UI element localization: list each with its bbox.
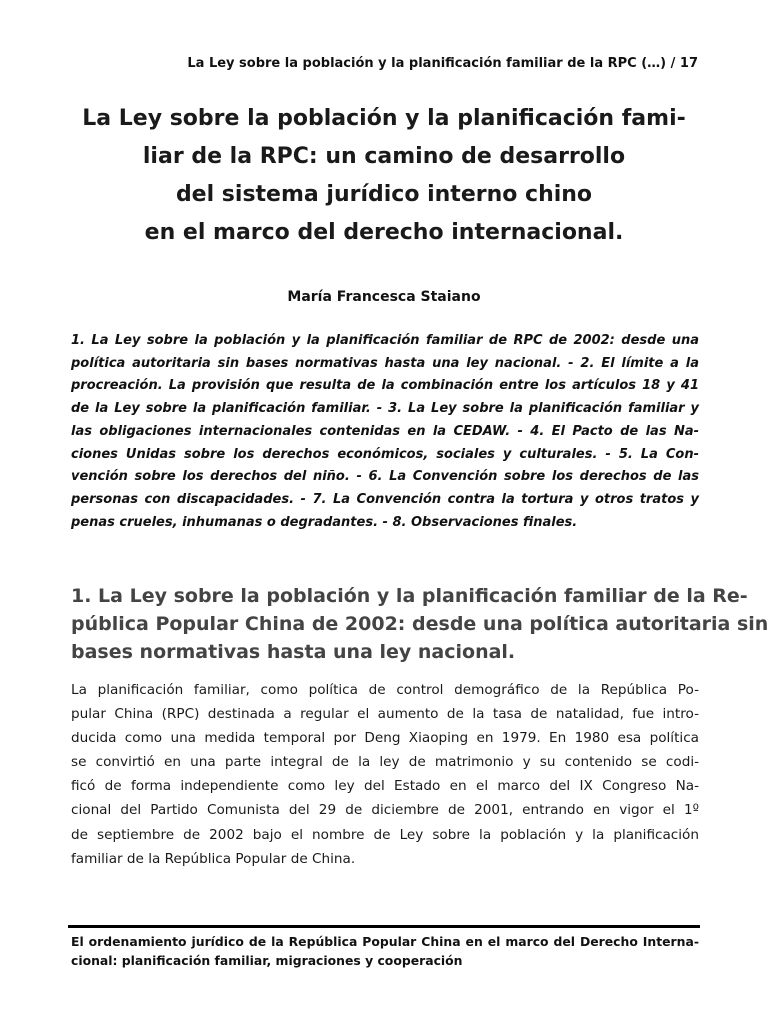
footer-divider <box>68 925 700 928</box>
document-title <box>60 100 708 252</box>
running-head: La Ley sobre la población y la planificación familiar de la RPC (…) / 17 <box>187 56 698 71</box>
title-line: La Ley sobre la población y la planificación fami- <box>82 106 686 131</box>
body-line: pular China (RPC) destinada a regular el aumento de la tasa de natalidad, fue intro- <box>71 706 699 723</box>
section-heading-line: bases normativas hasta una ley nacional. <box>71 641 516 663</box>
footer-line: cional: planificación familiar, migraciones y cooperación <box>71 953 463 968</box>
author-name: María Francesca Staiano <box>287 289 481 305</box>
section-heading-line: 1. La Ley sobre la población y la planificación familiar de la Re- <box>71 585 748 607</box>
summary-line: política autoritaria sin bases normativas hasta una ley nacional. - 2. El límite a la <box>71 355 699 371</box>
body-line: cional del Partido Comunista del 29 de diciembre de 2001, entrando en vigor el 1º <box>71 802 699 819</box>
summary-line: las obligaciones internacionales contenidas en la CEDAW. - 4. El Pacto de las Na- <box>71 423 699 439</box>
section-heading-line: pública Popular China de 2002: desde una política autoritaria sin <box>71 613 768 635</box>
title-line: del sistema jurídico interno chino <box>175 182 593 207</box>
body-line: ducida como una medida temporal por Deng Xiaoping en 1979. En 1980 esa política <box>71 730 699 747</box>
title-line: en el marco del derecho internacional. <box>144 220 624 245</box>
summary-line: ciones Unidas sobre los derechos económicos, sociales y culturales. - 5. La Con- <box>71 446 699 462</box>
body-line: de septiembre de 2002 bajo el nombre de Ley sobre la población y la planificación <box>71 826 699 843</box>
body-line: La planificación familiar, como política de control demográfico de la República Po- <box>71 682 699 698</box>
summary-line: de la Ley sobre la planificación familiar. - 3. La Ley sobre la planificación familiar y <box>71 401 699 417</box>
summary-line: vención sobre los derechos del niño. - 6. La Convención sobre los derechos de las <box>71 469 699 485</box>
summary-line: penas crueles, inhumanas o degradantes. - 8. Observaciones finales. <box>71 514 578 530</box>
summary <box>71 330 699 534</box>
title-line: liar de la RPC: un camino de desarrollo <box>142 144 626 169</box>
body-line: ficó de forma independiente como ley del Estado en el marco del IX Congreso Na- <box>71 778 699 795</box>
footer-line: El ordenamiento jurídico de la República Popular China en el marco del Derecho Interna- <box>71 934 699 949</box>
footer-book-title <box>71 932 699 970</box>
summary-line: personas con discapacidades. - 7. La Convención contra la tortura y otros tratos y <box>71 491 699 507</box>
body-paragraph <box>71 678 699 871</box>
section-heading <box>71 582 768 666</box>
summary-line: procreación. La provisión que resulta de la combinación entre los artículos 18 y 41 <box>71 378 699 394</box>
body-line: se convirtió en una parte integral de la ley de matrimonio y su contenido se codi- <box>71 754 699 771</box>
summary-line: 1. La Ley sobre la población y la planificación familiar de RPC de 2002: desde una <box>71 333 699 348</box>
body-line: familiar de la República Popular de China. <box>71 850 356 867</box>
